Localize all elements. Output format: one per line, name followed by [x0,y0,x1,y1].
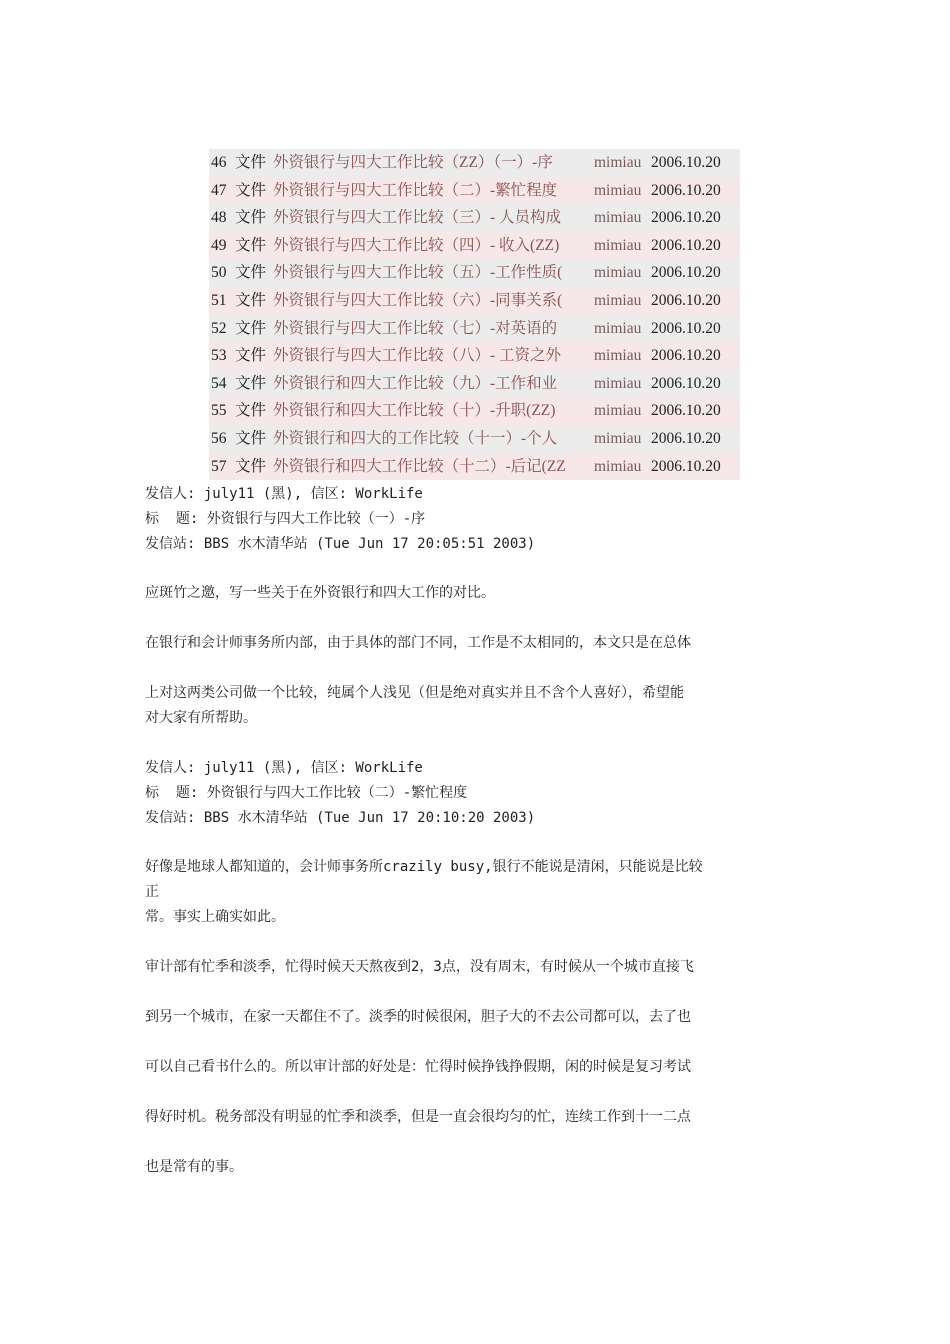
thread-date: 2006.10.20 [651,457,721,475]
thread-list-table [209,149,740,480]
thread-date: 2006.10.20 [651,264,721,282]
post-sender: 发信人: july11 (黑), 信区: WorkLife [145,486,423,502]
thread-number: 55 [211,402,227,420]
thread-date: 2006.10.20 [651,291,721,309]
post-paragraph: 得好时机。税务部没有明显的忙季和淡季，但是一直会很均匀的忙，连续工作到十一二点 [145,1109,691,1125]
post-header [145,756,535,831]
thread-number: 47 [211,181,227,199]
thread-row[interactable] [209,315,740,343]
thread-title-link[interactable]: 外资银行与四大工作比较（七）-对英语的 [273,319,558,337]
thread-type: 文件 [235,429,267,447]
thread-row[interactable] [209,453,740,481]
thread-author-link[interactable]: mimiau [594,402,642,420]
thread-title-link[interactable]: 外资银行与四大工作比较（六）-同事关系( [273,291,563,309]
thread-type: 文件 [235,181,267,199]
post-paragraph: 在银行和会计师事务所内部，由于具体的部门不同，工作是不太相同的，本文只是在总体 [145,635,691,651]
thread-title-link[interactable]: 外资银行和四大工作比较（十二）-后记(ZZ [273,457,566,475]
thread-author-link[interactable]: mimiau [594,457,642,475]
thread-title-link[interactable]: 外资银行和四大的工作比较（十一）-个人 [273,429,558,447]
thread-date: 2006.10.20 [651,236,721,254]
thread-number: 54 [211,374,227,392]
thread-date: 2006.10.20 [651,154,721,171]
post-subject: 标 题: 外资银行与四大工作比较（一）-序 [145,511,426,527]
thread-type: 文件 [235,209,267,227]
post-header [145,482,535,557]
thread-number: 46 [211,154,227,171]
thread-number: 48 [211,209,227,227]
thread-author-link[interactable]: mimiau [594,154,642,171]
thread-type: 文件 [235,319,267,337]
thread-number: 49 [211,236,227,254]
post-paragraph: 审计部有忙季和淡季，忙得时候天天熬夜到2，3点，没有周末，有时候从一个城市直接飞 [145,959,694,975]
thread-number: 56 [211,429,227,447]
thread-number: 50 [211,264,227,282]
post-paragraph: 到另一个城市，在家一天都住不了。淡季的时候很闲，胆子大的不去公司都可以，去了也 [145,1009,691,1025]
post-paragraph: 对大家有所帮助。 [145,710,257,726]
thread-date: 2006.10.20 [651,181,721,199]
thread-date: 2006.10.20 [651,347,721,365]
thread-type: 文件 [235,291,267,309]
thread-list-body [209,149,740,480]
thread-author-link[interactable]: mimiau [594,429,642,447]
thread-type: 文件 [235,457,267,475]
thread-date: 2006.10.20 [651,429,721,447]
thread-row[interactable] [209,397,740,425]
thread-author-link[interactable]: mimiau [594,291,642,309]
post-paragraph: 正 [145,884,159,900]
post-station: 发信站: BBS 水木清华站 (Tue Jun 17 20:10:20 2003) [145,810,536,826]
thread-title-link[interactable]: 外资银行与四大工作比较（四）- 收入(ZZ) [273,236,560,254]
thread-number: 52 [211,319,227,337]
thread-author-link[interactable]: mimiau [594,347,642,365]
thread-number: 53 [211,347,227,365]
thread-row[interactable] [209,149,740,177]
thread-row[interactable] [209,370,740,398]
post-paragraph: 常。事实上确实如此。 [145,909,285,925]
thread-number: 57 [211,457,227,475]
thread-author-link[interactable]: mimiau [594,209,642,227]
thread-type: 文件 [235,402,267,420]
thread-date: 2006.10.20 [651,319,721,337]
thread-row[interactable] [209,259,740,287]
thread-author-link[interactable]: mimiau [594,264,642,282]
thread-row[interactable] [209,232,740,260]
thread-title-link[interactable]: 外资银行和四大工作比较（九）-工作和业 [273,374,558,392]
thread-row[interactable] [209,204,740,232]
post-paragraph: 也是常有的事。 [145,1159,243,1175]
thread-date: 2006.10.20 [651,374,721,392]
thread-type: 文件 [235,236,267,254]
thread-title-link[interactable]: 外资银行和四大工作比较（十）-升职(ZZ) [273,402,556,420]
thread-row[interactable] [209,287,740,315]
post-paragraph: 上对这两类公司做一个比较，纯属个人浅见（但是绝对真实并且不含个人喜好），希望能 [145,685,684,701]
thread-author-link[interactable]: mimiau [594,319,642,337]
thread-row[interactable] [209,425,740,453]
post-paragraph: 可以自己看书什么的。所以审计部的好处是：忙得时候挣钱挣假期，闲的时候是复习考试 [145,1059,691,1075]
thread-title-link[interactable]: 外资银行与四大工作比较（ZZ）（一）-序 [273,154,553,171]
thread-date: 2006.10.20 [651,402,721,420]
post-paragraph: 应斑竹之邀，写一些关于在外资银行和四大工作的对比。 [145,585,495,601]
thread-type: 文件 [235,347,267,365]
thread-row[interactable] [209,342,740,370]
thread-type: 文件 [235,154,267,171]
thread-title-link[interactable]: 外资银行与四大工作比较（五）-工作性质( [273,264,563,282]
thread-type: 文件 [235,374,267,392]
thread-author-link[interactable]: mimiau [594,181,642,199]
thread-author-link[interactable]: mimiau [594,374,642,392]
thread-type: 文件 [235,264,267,282]
thread-author-link[interactable]: mimiau [594,236,642,254]
post-subject: 标 题: 外资银行与四大工作比较（二）-繁忙程度 [145,785,468,801]
thread-date: 2006.10.20 [651,209,721,227]
post-sender: 发信人: july11 (黑), 信区: WorkLife [145,760,423,776]
thread-title-link[interactable]: 外资银行与四大工作比较（三）- 人员构成 [273,209,562,227]
thread-title-link[interactable]: 外资银行与四大工作比较（二）-繁忙程度 [273,181,558,199]
thread-title-link[interactable]: 外资银行与四大工作比较（八）- 工资之外 [273,347,562,365]
post-station: 发信站: BBS 水木清华站 (Tue Jun 17 20:05:51 2003) [145,536,536,552]
thread-row[interactable] [209,177,740,205]
thread-number: 51 [211,291,227,309]
post-paragraph: 好像是地球人都知道的，会计师事务所crazily busy,银行不能说是清闲，只能说是比较 [145,859,703,875]
